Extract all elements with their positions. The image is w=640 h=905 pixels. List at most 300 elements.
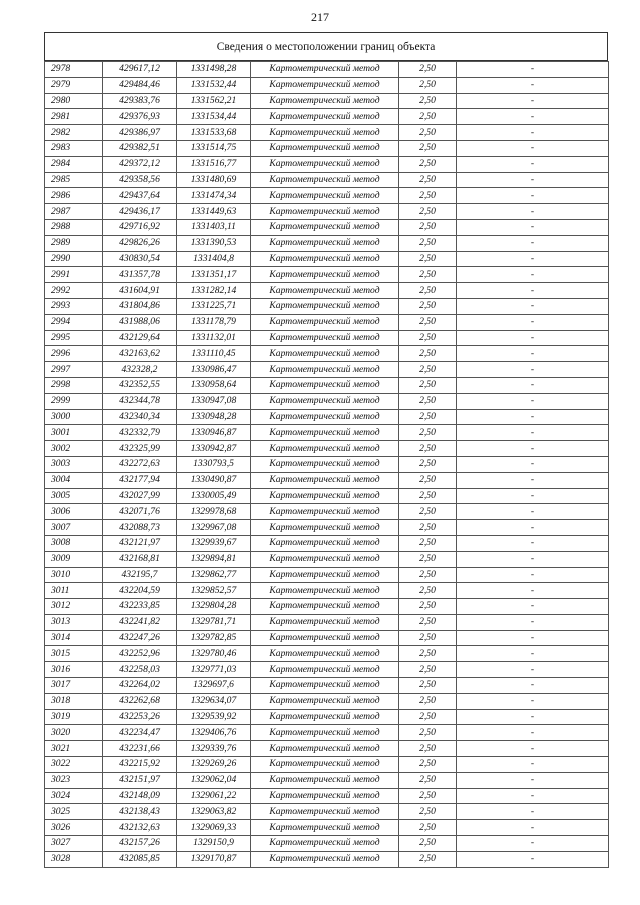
- point-number-cell: 3004: [45, 472, 103, 488]
- accuracy-cell: 2,50: [399, 504, 457, 520]
- method-cell: Картометрический метод: [251, 788, 399, 804]
- x-coordinate-cell: 429484,46: [103, 77, 177, 93]
- point-number-cell: 3021: [45, 741, 103, 757]
- method-cell: Картометрический метод: [251, 741, 399, 757]
- point-number-cell: 3026: [45, 820, 103, 836]
- method-cell: Картометрический метод: [251, 156, 399, 172]
- accuracy-cell: 2,50: [399, 362, 457, 378]
- table-row: [45, 678, 609, 694]
- point-number-cell: 3028: [45, 851, 103, 867]
- y-coordinate-cell: 1330793,5: [177, 456, 251, 472]
- accuracy-cell: 2,50: [399, 156, 457, 172]
- description-cell: -: [457, 757, 609, 773]
- description-cell: -: [457, 172, 609, 188]
- accuracy-cell: 2,50: [399, 851, 457, 867]
- description-cell: -: [457, 235, 609, 251]
- method-cell: Картометрический метод: [251, 757, 399, 773]
- x-coordinate-cell: 432272,63: [103, 456, 177, 472]
- accuracy-cell: 2,50: [399, 772, 457, 788]
- x-coordinate-cell: 432253,26: [103, 709, 177, 725]
- table-row: [45, 757, 609, 773]
- accuracy-cell: 2,50: [399, 709, 457, 725]
- method-cell: Картометрический метод: [251, 441, 399, 457]
- description-cell: -: [457, 219, 609, 235]
- accuracy-cell: 2,50: [399, 140, 457, 156]
- method-cell: Картометрический метод: [251, 820, 399, 836]
- accuracy-cell: 2,50: [399, 109, 457, 125]
- point-number-cell: 3012: [45, 599, 103, 615]
- description-cell: -: [457, 377, 609, 393]
- accuracy-cell: 2,50: [399, 62, 457, 78]
- table-row: [45, 204, 609, 220]
- method-cell: Картометрический метод: [251, 267, 399, 283]
- point-number-cell: 2979: [45, 77, 103, 93]
- table-body: [45, 62, 609, 868]
- method-cell: Картометрический метод: [251, 330, 399, 346]
- point-number-cell: 3018: [45, 693, 103, 709]
- y-coordinate-cell: 1331533,68: [177, 125, 251, 141]
- accuracy-cell: 2,50: [399, 583, 457, 599]
- x-coordinate-cell: 429386,97: [103, 125, 177, 141]
- y-coordinate-cell: 1331403,11: [177, 219, 251, 235]
- point-number-cell: 2987: [45, 204, 103, 220]
- y-coordinate-cell: 1329804,28: [177, 599, 251, 615]
- y-coordinate-cell: 1330947,08: [177, 393, 251, 409]
- table-row: [45, 346, 609, 362]
- table-row: [45, 662, 609, 678]
- method-cell: Картометрический метод: [251, 456, 399, 472]
- point-number-cell: 2999: [45, 393, 103, 409]
- description-cell: -: [457, 614, 609, 630]
- point-number-cell: 2992: [45, 283, 103, 299]
- x-coordinate-cell: 429437,64: [103, 188, 177, 204]
- point-number-cell: 2986: [45, 188, 103, 204]
- description-cell: -: [457, 741, 609, 757]
- y-coordinate-cell: 1331562,21: [177, 93, 251, 109]
- y-coordinate-cell: 1329150,9: [177, 836, 251, 852]
- description-cell: -: [457, 678, 609, 694]
- description-cell: -: [457, 646, 609, 662]
- description-cell: -: [457, 140, 609, 156]
- point-number-cell: 3011: [45, 583, 103, 599]
- point-number-cell: 2995: [45, 330, 103, 346]
- x-coordinate-cell: 429376,93: [103, 109, 177, 125]
- table-row: [45, 125, 609, 141]
- accuracy-cell: 2,50: [399, 488, 457, 504]
- x-coordinate-cell: 429358,56: [103, 172, 177, 188]
- accuracy-cell: 2,50: [399, 251, 457, 267]
- table-row: [45, 251, 609, 267]
- method-cell: Картометрический метод: [251, 630, 399, 646]
- point-number-cell: 3009: [45, 551, 103, 567]
- y-coordinate-cell: 1329339,76: [177, 741, 251, 757]
- method-cell: Картометрический метод: [251, 188, 399, 204]
- method-cell: Картометрический метод: [251, 125, 399, 141]
- accuracy-cell: 2,50: [399, 219, 457, 235]
- point-number-cell: 3013: [45, 614, 103, 630]
- x-coordinate-cell: 430830,54: [103, 251, 177, 267]
- accuracy-cell: 2,50: [399, 172, 457, 188]
- table-row: [45, 441, 609, 457]
- x-coordinate-cell: 429617,12: [103, 62, 177, 78]
- description-cell: -: [457, 156, 609, 172]
- method-cell: Картометрический метод: [251, 77, 399, 93]
- accuracy-cell: 2,50: [399, 425, 457, 441]
- x-coordinate-cell: 432088,73: [103, 520, 177, 536]
- method-cell: Картометрический метод: [251, 646, 399, 662]
- point-number-cell: 2989: [45, 235, 103, 251]
- y-coordinate-cell: 1331480,69: [177, 172, 251, 188]
- point-number-cell: 3005: [45, 488, 103, 504]
- accuracy-cell: 2,50: [399, 346, 457, 362]
- accuracy-cell: 2,50: [399, 535, 457, 551]
- x-coordinate-cell: 432233,85: [103, 599, 177, 615]
- table-row: [45, 804, 609, 820]
- y-coordinate-cell: 1330946,87: [177, 425, 251, 441]
- accuracy-cell: 2,50: [399, 551, 457, 567]
- y-coordinate-cell: 1331351,17: [177, 267, 251, 283]
- y-coordinate-cell: 1329634,07: [177, 693, 251, 709]
- method-cell: Картометрический метод: [251, 535, 399, 551]
- y-coordinate-cell: 1329894,81: [177, 551, 251, 567]
- accuracy-cell: 2,50: [399, 314, 457, 330]
- point-number-cell: 2982: [45, 125, 103, 141]
- y-coordinate-cell: 1331449,63: [177, 204, 251, 220]
- accuracy-cell: 2,50: [399, 283, 457, 299]
- table-row: [45, 851, 609, 867]
- method-cell: Картометрический метод: [251, 725, 399, 741]
- table-row: [45, 235, 609, 251]
- point-number-cell: 3002: [45, 441, 103, 457]
- x-coordinate-cell: 432132,63: [103, 820, 177, 836]
- x-coordinate-cell: 429383,76: [103, 93, 177, 109]
- accuracy-cell: 2,50: [399, 125, 457, 141]
- table-row: [45, 393, 609, 409]
- x-coordinate-cell: 432148,09: [103, 788, 177, 804]
- method-cell: Картометрический метод: [251, 520, 399, 536]
- description-cell: -: [457, 504, 609, 520]
- accuracy-cell: 2,50: [399, 678, 457, 694]
- accuracy-cell: 2,50: [399, 204, 457, 220]
- x-coordinate-cell: 432071,76: [103, 504, 177, 520]
- x-coordinate-cell: 432121,97: [103, 535, 177, 551]
- description-cell: -: [457, 188, 609, 204]
- table-row: [45, 219, 609, 235]
- description-cell: -: [457, 709, 609, 725]
- description-cell: -: [457, 204, 609, 220]
- method-cell: Картометрический метод: [251, 804, 399, 820]
- point-number-cell: 3008: [45, 535, 103, 551]
- x-coordinate-cell: 429826,26: [103, 235, 177, 251]
- description-cell: -: [457, 346, 609, 362]
- point-number-cell: 3007: [45, 520, 103, 536]
- accuracy-cell: 2,50: [399, 741, 457, 757]
- description-cell: -: [457, 125, 609, 141]
- method-cell: Картометрический метод: [251, 693, 399, 709]
- accuracy-cell: 2,50: [399, 93, 457, 109]
- y-coordinate-cell: 1331110,45: [177, 346, 251, 362]
- description-cell: -: [457, 693, 609, 709]
- point-number-cell: 3019: [45, 709, 103, 725]
- y-coordinate-cell: 1331474,34: [177, 188, 251, 204]
- x-coordinate-cell: 431357,78: [103, 267, 177, 283]
- table-row: [45, 188, 609, 204]
- table-row: [45, 551, 609, 567]
- point-number-cell: 3023: [45, 772, 103, 788]
- y-coordinate-cell: 1331498,28: [177, 62, 251, 78]
- x-coordinate-cell: 429716,92: [103, 219, 177, 235]
- method-cell: Картометрический метод: [251, 109, 399, 125]
- y-coordinate-cell: 1329697,6: [177, 678, 251, 694]
- method-cell: Картометрический метод: [251, 836, 399, 852]
- description-cell: -: [457, 851, 609, 867]
- x-coordinate-cell: 432151,97: [103, 772, 177, 788]
- point-number-cell: 3006: [45, 504, 103, 520]
- method-cell: Картометрический метод: [251, 283, 399, 299]
- point-number-cell: 3017: [45, 678, 103, 694]
- description-cell: -: [457, 314, 609, 330]
- x-coordinate-cell: 432234,47: [103, 725, 177, 741]
- table-row: [45, 693, 609, 709]
- accuracy-cell: 2,50: [399, 520, 457, 536]
- point-number-cell: 2997: [45, 362, 103, 378]
- y-coordinate-cell: 1331516,77: [177, 156, 251, 172]
- accuracy-cell: 2,50: [399, 820, 457, 836]
- accuracy-cell: 2,50: [399, 267, 457, 283]
- description-cell: -: [457, 725, 609, 741]
- point-number-cell: 2985: [45, 172, 103, 188]
- table-row: [45, 77, 609, 93]
- description-cell: -: [457, 393, 609, 409]
- accuracy-cell: 2,50: [399, 472, 457, 488]
- accuracy-cell: 2,50: [399, 393, 457, 409]
- x-coordinate-cell: 431804,86: [103, 298, 177, 314]
- accuracy-cell: 2,50: [399, 693, 457, 709]
- point-number-cell: 3027: [45, 836, 103, 852]
- y-coordinate-cell: 1330490,87: [177, 472, 251, 488]
- point-number-cell: 3001: [45, 425, 103, 441]
- point-number-cell: 3020: [45, 725, 103, 741]
- y-coordinate-cell: 1329170,87: [177, 851, 251, 867]
- y-coordinate-cell: 1329062,04: [177, 772, 251, 788]
- description-cell: -: [457, 441, 609, 457]
- description-cell: -: [457, 425, 609, 441]
- accuracy-cell: 2,50: [399, 836, 457, 852]
- y-coordinate-cell: 1329782,85: [177, 630, 251, 646]
- table-row: [45, 820, 609, 836]
- y-coordinate-cell: 1331404,8: [177, 251, 251, 267]
- y-coordinate-cell: 1330005,49: [177, 488, 251, 504]
- method-cell: Картометрический метод: [251, 140, 399, 156]
- point-number-cell: 2993: [45, 298, 103, 314]
- y-coordinate-cell: 1329269,26: [177, 757, 251, 773]
- accuracy-cell: 2,50: [399, 614, 457, 630]
- description-cell: -: [457, 472, 609, 488]
- accuracy-cell: 2,50: [399, 804, 457, 820]
- description-cell: -: [457, 836, 609, 852]
- description-cell: -: [457, 62, 609, 78]
- table-row: [45, 741, 609, 757]
- method-cell: Картометрический метод: [251, 393, 399, 409]
- table-row: [45, 62, 609, 78]
- table-row: [45, 614, 609, 630]
- accuracy-cell: 2,50: [399, 567, 457, 583]
- description-cell: -: [457, 804, 609, 820]
- method-cell: Картометрический метод: [251, 235, 399, 251]
- x-coordinate-cell: 432168,81: [103, 551, 177, 567]
- description-cell: -: [457, 109, 609, 125]
- method-cell: Картометрический метод: [251, 472, 399, 488]
- table-row: [45, 283, 609, 299]
- accuracy-cell: 2,50: [399, 409, 457, 425]
- accuracy-cell: 2,50: [399, 441, 457, 457]
- method-cell: Картометрический метод: [251, 614, 399, 630]
- point-number-cell: 3000: [45, 409, 103, 425]
- x-coordinate-cell: 429436,17: [103, 204, 177, 220]
- point-number-cell: 2998: [45, 377, 103, 393]
- x-coordinate-cell: 432332,79: [103, 425, 177, 441]
- method-cell: Картометрический метод: [251, 662, 399, 678]
- method-cell: Картометрический метод: [251, 346, 399, 362]
- y-coordinate-cell: 1329852,57: [177, 583, 251, 599]
- method-cell: Картометрический метод: [251, 567, 399, 583]
- description-cell: -: [457, 535, 609, 551]
- y-coordinate-cell: 1329781,71: [177, 614, 251, 630]
- x-coordinate-cell: 432247,26: [103, 630, 177, 646]
- table-row: [45, 646, 609, 662]
- table-row: [45, 140, 609, 156]
- accuracy-cell: 2,50: [399, 298, 457, 314]
- description-cell: -: [457, 772, 609, 788]
- accuracy-cell: 2,50: [399, 788, 457, 804]
- description-cell: -: [457, 630, 609, 646]
- method-cell: Картометрический метод: [251, 678, 399, 694]
- description-cell: -: [457, 267, 609, 283]
- accuracy-cell: 2,50: [399, 188, 457, 204]
- accuracy-cell: 2,50: [399, 630, 457, 646]
- y-coordinate-cell: 1329069,33: [177, 820, 251, 836]
- point-number-cell: 3024: [45, 788, 103, 804]
- method-cell: Картометрический метод: [251, 362, 399, 378]
- x-coordinate-cell: 432352,55: [103, 377, 177, 393]
- point-number-cell: 3003: [45, 456, 103, 472]
- method-cell: Картометрический метод: [251, 298, 399, 314]
- method-cell: Картометрический метод: [251, 772, 399, 788]
- table-row: [45, 788, 609, 804]
- point-number-cell: 2996: [45, 346, 103, 362]
- x-coordinate-cell: 431604,91: [103, 283, 177, 299]
- accuracy-cell: 2,50: [399, 377, 457, 393]
- x-coordinate-cell: 432215,92: [103, 757, 177, 773]
- table-row: [45, 772, 609, 788]
- y-coordinate-cell: 1331132,01: [177, 330, 251, 346]
- method-cell: Картометрический метод: [251, 204, 399, 220]
- x-coordinate-cell: 432195,7: [103, 567, 177, 583]
- y-coordinate-cell: 1329061,22: [177, 788, 251, 804]
- y-coordinate-cell: 1329539,92: [177, 709, 251, 725]
- y-coordinate-cell: 1330948,28: [177, 409, 251, 425]
- method-cell: Картометрический метод: [251, 504, 399, 520]
- method-cell: Картометрический метод: [251, 599, 399, 615]
- x-coordinate-cell: 432252,96: [103, 646, 177, 662]
- method-cell: Картометрический метод: [251, 377, 399, 393]
- table-row: [45, 472, 609, 488]
- y-coordinate-cell: 1331282,14: [177, 283, 251, 299]
- x-coordinate-cell: 432340,34: [103, 409, 177, 425]
- table-row: [45, 520, 609, 536]
- method-cell: Картометрический метод: [251, 488, 399, 504]
- point-number-cell: 2980: [45, 93, 103, 109]
- y-coordinate-cell: 1331390,53: [177, 235, 251, 251]
- y-coordinate-cell: 1329939,67: [177, 535, 251, 551]
- table-row: [45, 599, 609, 615]
- x-coordinate-cell: 432129,64: [103, 330, 177, 346]
- y-coordinate-cell: 1329967,08: [177, 520, 251, 536]
- table-header-title: Сведения о местоположении границ объекта: [44, 32, 608, 61]
- description-cell: -: [457, 551, 609, 567]
- accuracy-cell: 2,50: [399, 599, 457, 615]
- point-number-cell: 2991: [45, 267, 103, 283]
- point-number-cell: 3016: [45, 662, 103, 678]
- point-number-cell: 3022: [45, 757, 103, 773]
- y-coordinate-cell: 1331178,79: [177, 314, 251, 330]
- description-cell: -: [457, 362, 609, 378]
- method-cell: Картометрический метод: [251, 93, 399, 109]
- table-row: [45, 504, 609, 520]
- table-row: [45, 156, 609, 172]
- method-cell: Картометрический метод: [251, 583, 399, 599]
- description-cell: -: [457, 330, 609, 346]
- y-coordinate-cell: 1331532,44: [177, 77, 251, 93]
- description-cell: -: [457, 488, 609, 504]
- x-coordinate-cell: 432344,78: [103, 393, 177, 409]
- description-cell: -: [457, 820, 609, 836]
- description-cell: -: [457, 77, 609, 93]
- table-row: [45, 93, 609, 109]
- y-coordinate-cell: 1330942,87: [177, 441, 251, 457]
- point-number-cell: 3014: [45, 630, 103, 646]
- description-cell: -: [457, 409, 609, 425]
- method-cell: Картометрический метод: [251, 172, 399, 188]
- x-coordinate-cell: 432085,85: [103, 851, 177, 867]
- table-row: [45, 409, 609, 425]
- point-number-cell: 3015: [45, 646, 103, 662]
- table-row: [45, 109, 609, 125]
- table-row: [45, 488, 609, 504]
- x-coordinate-cell: 432157,26: [103, 836, 177, 852]
- accuracy-cell: 2,50: [399, 725, 457, 741]
- x-coordinate-cell: 432258,03: [103, 662, 177, 678]
- method-cell: Картометрический метод: [251, 62, 399, 78]
- x-coordinate-cell: 432138,43: [103, 804, 177, 820]
- table-row: [45, 535, 609, 551]
- method-cell: Картометрический метод: [251, 851, 399, 867]
- y-coordinate-cell: 1331514,75: [177, 140, 251, 156]
- table-row: [45, 362, 609, 378]
- description-cell: -: [457, 283, 609, 299]
- boundary-coordinates-table: [44, 61, 609, 868]
- y-coordinate-cell: 1330958,64: [177, 377, 251, 393]
- method-cell: Картометрический метод: [251, 409, 399, 425]
- x-coordinate-cell: 429382,51: [103, 140, 177, 156]
- table-row: [45, 725, 609, 741]
- table-row: [45, 567, 609, 583]
- table-row: [45, 314, 609, 330]
- table-row: [45, 709, 609, 725]
- page-number: 217: [311, 10, 329, 24]
- description-cell: -: [457, 567, 609, 583]
- table-row: [45, 267, 609, 283]
